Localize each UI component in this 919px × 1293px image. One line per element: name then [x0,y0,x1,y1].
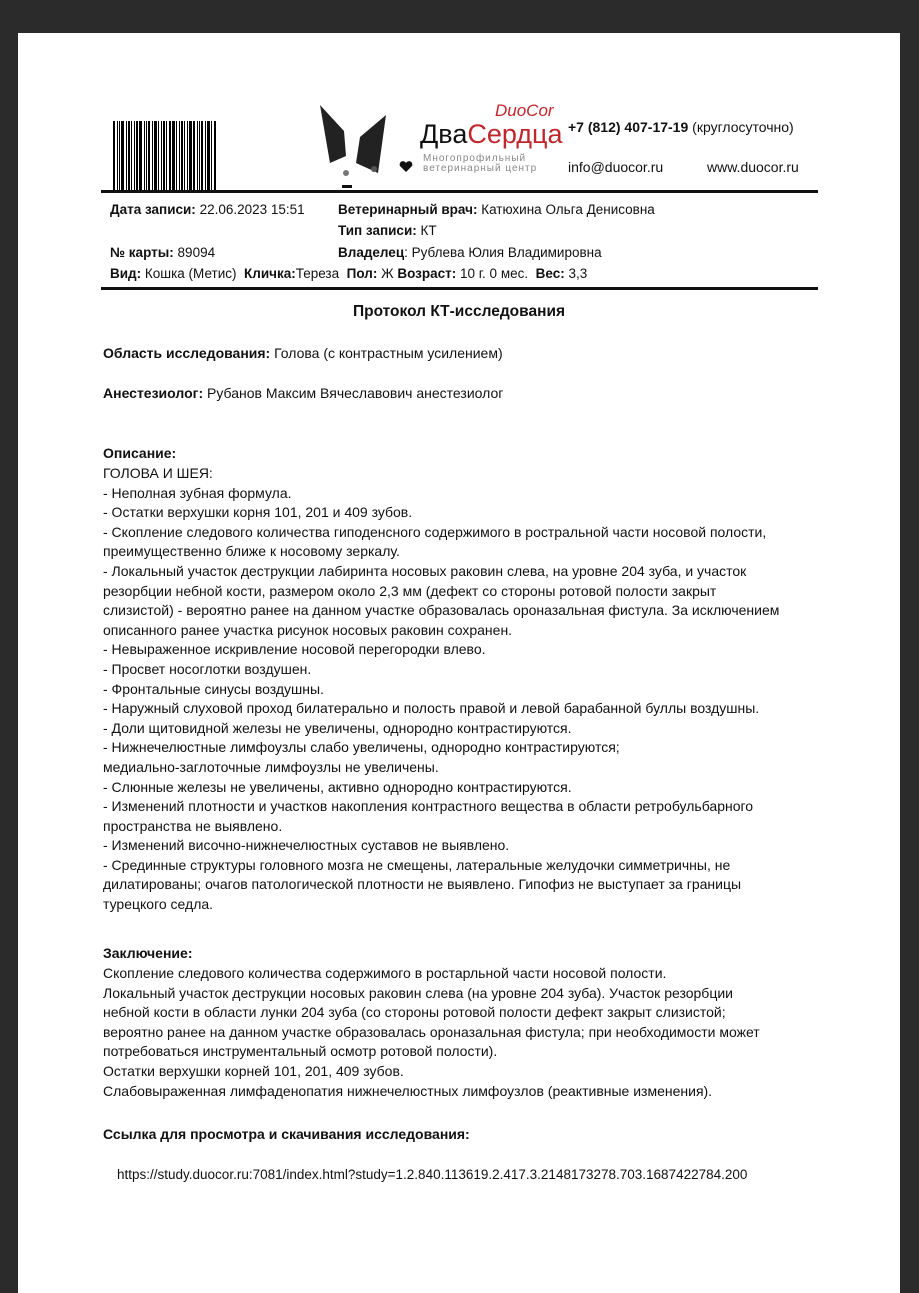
phone-note: (круглосуточно) [692,119,794,135]
text-line: - Просвет носоглотки воздушен. [103,660,312,677]
label: Вес: [535,266,565,281]
barcode-bar [139,121,142,193]
text-line: - Нижнечелюстные лимфоузлы слабо увеличены, однородно контрастируются; [103,739,620,756]
text-line: дилатированы; очагов патологической плотности не выявлено. Гипофиз не выступает за границы [103,876,742,893]
barcode-bar [161,121,162,193]
text-line: - Изменений плотности и участков накопления контрастного вещества в области ретробульбарного [103,798,754,815]
label: Возраст: [397,266,457,281]
text-line: - Локальный участок деструкции лабиринта носовых раковин слева, на уровне 204 зуба, и участок [103,562,747,579]
record-date [110,202,305,217]
text-line: Локальный участок деструкции носовых раковин слева (на уровне 204 зуба). Участок резорбции [103,984,733,1001]
text-line: преимущественно ближе к носовому зеркалу. [103,543,400,560]
text-line: небной кости в области лунки 204 зуба (со стороны ротовой полости дефект закрыт слизистой; [103,1004,726,1021]
owner: Владелец: Рублева Юлия Владимировна [338,245,602,260]
species: Кошка (Метис) [144,266,237,281]
label: Анестезиолог: [103,385,204,401]
conclusion-body [103,964,760,1101]
barcode-bar [126,121,127,193]
text-line: ГОЛОВА И ШЕЯ: [103,465,213,481]
text-line: пространства не выявлено. [103,817,283,834]
barcode-bar [121,121,124,193]
email-link[interactable]: info@duocor.ru [568,159,664,175]
text-line: потребоваться инструментальный осмотр ротовой полости). [103,1043,498,1060]
text-line: описанного ранее участка рисунок носовых раковин сохранен. [103,621,513,638]
text-line: слизистой) - вероятно ранее на данном участке образовалась ороназальная фистула. За исключением [103,602,780,619]
heart-icon [399,161,413,173]
barcode-bar [199,121,200,193]
text-line: Скопление следового количества содержимого в ростарльной части носовой полости. [103,965,667,981]
barcode-bar [187,121,188,193]
card-number [110,245,215,260]
text-line: медиально-заглоточные лимфоузлы не увеличены. [103,758,439,775]
value: КТ [420,223,437,238]
text-line: - Фронтальные синусы воздушны. [103,680,324,697]
tagline [423,154,537,174]
text-line: вероятно ранее на данном участке образовалась ороназальная фистула; при необходимости может [103,1023,760,1040]
label: Дата записи: [110,202,196,217]
barcode-bar [136,121,138,193]
tagline-2: ветеринарный центр [423,163,538,174]
brand-part2: Сердца [467,119,563,149]
barcode-bar [144,121,145,193]
barcode-bar [113,121,115,193]
barcode-bar [181,121,183,193]
divider [101,287,818,290]
barcode-bar [179,121,180,193]
barcode-bar [176,121,177,193]
cat-logo-icon [316,101,398,193]
doctor [338,202,655,217]
text-line: - Изменений височно-нижнечелюстных суставов не выявлено. [103,837,510,854]
value: 22.06.2023 15:51 [199,202,305,217]
text-line: - Скопление следового количества гиподенсного содержимого в ростральной части носовой полости, [103,523,767,540]
label: Пол: [346,266,378,281]
text-line: резорбции небной кости, размером около 2,3 мм (дефект со стороны ротовой полости закрыт [103,582,717,599]
barcode-bar [146,121,147,193]
barcode-bar [152,121,153,193]
label: № карты: [110,245,174,260]
barcode-bar [201,121,203,193]
study-link[interactable]: https://study.duocor.ru:7081/index.html?study=1.2.840.113619.2.417.3.2148173278.703.1687422784.200 [117,1167,748,1182]
phone-number: +7 (812) 407-17-19 [568,119,689,135]
text-line: - Наружный слуховой проход билатерально и полость правой и левой барабанной буллы воздушны. [103,700,760,717]
barcode-bar [211,121,212,193]
barcode-bar [189,121,192,193]
patient-info [110,266,587,281]
sex: Ж [381,266,394,281]
age: 10 г. 0 мес. [460,266,529,281]
barcode-bar [119,121,120,193]
barcode-bar [205,121,206,193]
label: Вид: [110,266,142,281]
phone [568,119,794,135]
barcode-bar [207,121,210,193]
brand-name [420,119,563,150]
study-area [103,345,503,361]
barcode-bar [131,121,132,193]
record-type [338,223,437,238]
barcode-bar [166,121,167,193]
text-line: - Неполная зубная формула. [103,484,292,501]
label: Ветеринарный врач: [338,202,478,217]
label: Владелец [338,245,405,260]
barcode-bar [197,121,198,193]
barcode-bar [184,121,185,193]
description-body [103,464,779,915]
value: Катюхина Ольга Денисовна [481,202,655,217]
text-line: - Доли щитовидной железы не увеличены, однородно контрастируются. [103,719,572,736]
text-line: - Слюнные железы не увеличены, активно однородно контрастируются. [103,778,572,795]
conclusion-heading: Заключение: [103,945,193,961]
text-line: - Невыраженное искривление носовой перегородки влево. [103,641,486,658]
text-line: Остатки верхушки корней 101, 201, 409 зубов. [103,1062,404,1079]
document-page [18,33,900,1293]
barcode-bar [169,121,171,193]
tagline-1: Многопрофильный [423,153,527,164]
brand-latin: DuoCor [495,101,554,120]
website-link[interactable]: www.duocor.ru [707,159,799,175]
divider [101,190,818,193]
pet-name: Тереза [295,266,340,281]
barcode-bar [193,121,195,193]
weight: 3,3 [568,266,588,281]
text-line: Слабовыраженная лимфаденопатия нижнечелюстных лимфоузлов (реактивные изменения). [103,1082,713,1099]
value: 89094 [177,245,216,260]
document-title: Протокол КТ-исследования [352,303,566,320]
barcode-bar [148,121,150,193]
barcode-bar [158,121,159,193]
value: Рублева Юлия Владимировна [411,245,602,260]
brand-part1: Два [420,119,468,149]
barcode-bar [117,121,118,193]
barcode-bar [128,121,130,193]
label: Тип записи: [338,223,417,238]
value: Рубанов Максим Вячеславович анестезиолог [207,385,504,401]
description-heading: Описание: [103,445,177,461]
label: Область исследования: [103,345,271,361]
link-heading: Ссылка для просмотра и скачивания исследования: [103,1126,470,1142]
barcode-bar [163,121,165,193]
barcode-bar [134,121,135,193]
barcode-bar [154,121,157,193]
text-line: - Срединные структуры головного мозга не смещены, латеральные желудочки симметричны, не [103,856,731,873]
barcode [113,121,225,193]
value: Голова (с контрастным усилением) [274,345,503,361]
text-line: турецкого седла. [103,896,214,913]
anesthesiologist [103,385,503,401]
barcode-bar [172,121,175,193]
barcode-bar [214,121,216,193]
label: Кличка: [244,266,296,281]
text-line: - Остатки верхушки корня 101, 201 и 409 зубов. [103,504,413,521]
